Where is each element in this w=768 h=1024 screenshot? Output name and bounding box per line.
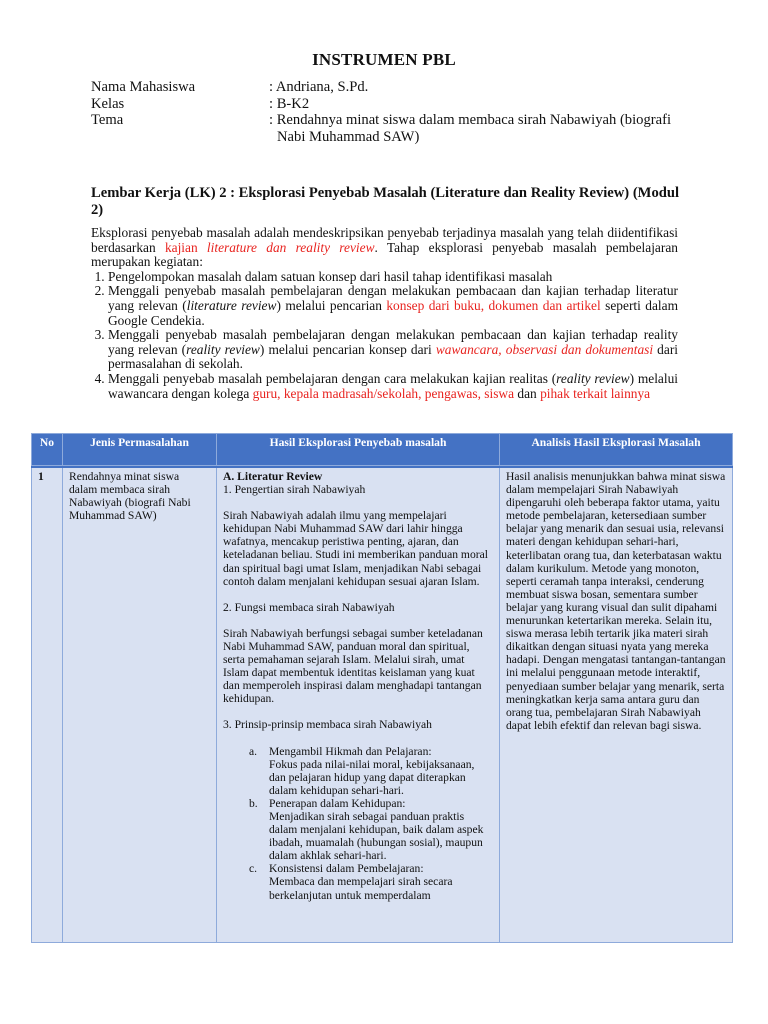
list-marker: a. bbox=[249, 744, 258, 758]
intro-section bbox=[91, 226, 678, 401]
nama-value: : Andriana, S.Pd. bbox=[269, 79, 369, 95]
exploration-table bbox=[31, 433, 733, 943]
intro-text-a: Eksplorasi penyebab masalah adalah mendeskripsikan penyebab terjadinya masalah yang telah diidentifikasi berdasarkan bbox=[91, 225, 678, 255]
step-text: Menggali penyebab masalah pembelajaran dengan melakukan pembacaan dan kajian terhadap reality yang relevan ( bbox=[108, 327, 678, 357]
header-jenis: Jenis Permasalahan bbox=[63, 434, 217, 466]
section-1-title: 1. Pengertian sirah Nabawiyah bbox=[223, 483, 366, 497]
step-highlight: wawancara, observasi dan dokumentasi bbox=[435, 341, 654, 357]
kelas-row bbox=[91, 96, 677, 113]
section-1-text: Sirah Nabawiyah adalah ilmu yang mempelajari kehidupan Nabi Muhammad SAW dari lahir hingga wafatnya, mencakup peristiwa penting, ajaran, dan keteladanan beliau. Studi ini memberikan panduan moral dan spiritual bagi umat Islam, menjadikan Nabi sebagai contoh dalam menjalani kehidupan sesuai ajaran Islam. bbox=[223, 509, 488, 588]
item-text: Fokus pada nilai-nilai moral, kebijaksanaan, dan pelajaran hidup yang dapat diterapkan dalam kehidupan sehari-hari. bbox=[269, 757, 475, 797]
principles-list bbox=[223, 745, 493, 902]
step-highlight: pihak terkait lainnya bbox=[540, 385, 651, 401]
identity-block bbox=[91, 79, 677, 145]
step-text: dan bbox=[514, 385, 541, 401]
cell-no: 1 bbox=[32, 467, 63, 943]
cell-jenis: Rendahnya minat siswa dalam membaca sirah Nabawiyah (biografi Nabi Muhammad SAW) bbox=[63, 467, 217, 943]
hasil-heading: A. Literatur Review bbox=[223, 470, 323, 483]
step-italic: reality review bbox=[556, 370, 630, 386]
nama-row bbox=[91, 79, 677, 96]
cell-hasil bbox=[217, 467, 500, 943]
header-no: No bbox=[32, 434, 63, 466]
item-text: Menjadikan sirah sebagai panduan praktis dalam menjalani kehidupan, baik dalam aspek ibadah, muamalah (hubungan sosial), maupun dalam akhlak sehari-hari. bbox=[269, 809, 484, 863]
step-item bbox=[108, 328, 678, 372]
intro-highlight-b: literature dan reality review bbox=[206, 239, 375, 255]
intro-highlight-a: kajian bbox=[164, 239, 207, 255]
step-italic: reality review bbox=[186, 341, 260, 357]
list-item bbox=[249, 744, 493, 797]
step-highlight: konsep dari buku, dokumen dan artikel bbox=[386, 297, 601, 313]
tema-row bbox=[91, 112, 677, 145]
header-hasil: Hasil Eksplorasi Penyebab masalah bbox=[217, 434, 500, 466]
step-text: Menggali penyebab masalah pembelajaran dengan cara melakukan kajian realitas ( bbox=[108, 370, 557, 386]
intro-text-b: . Tahap eksplorasi penyebab masalah pembelajaran merupakan kegiatan: bbox=[91, 239, 678, 270]
step-item bbox=[108, 284, 678, 328]
kelas-label: Kelas bbox=[91, 95, 125, 112]
steps-list bbox=[91, 270, 678, 401]
section-3-title: 3. Prinsip-prinsip membaca sirah Nabawiyah bbox=[223, 718, 432, 732]
list-marker: b. bbox=[249, 796, 258, 810]
table-header-row bbox=[32, 434, 733, 466]
item-title: Konsistensi dalam Pembelajaran: bbox=[269, 862, 424, 876]
list-item bbox=[249, 796, 493, 863]
step-highlight: guru, kepala madrasah/sekolah, pengawas, siswa bbox=[252, 385, 515, 401]
list-marker: c. bbox=[249, 862, 258, 876]
step-text: ) melalui wawancara dengan kolega bbox=[108, 370, 678, 401]
step-text: Pengelompokan masalah dalam satuan konsep dari hasil tahap identifikasi masalah bbox=[108, 268, 553, 284]
item-title: Penerapan dalam Kehidupan: bbox=[269, 796, 406, 810]
step-text: ) melalui pencarian bbox=[276, 297, 387, 313]
step-text: dari permasalahan di sekolah. bbox=[108, 341, 679, 372]
step-text: seperti dalam Google Cendekia. bbox=[108, 297, 678, 328]
step-italic: literature review bbox=[186, 297, 277, 313]
cell-analisis: Hasil analisis menunjukkan bahwa minat siswa dalam mempelajari Sirah Nabawiyah dipengaruhi oleh beberapa faktor utama, yaitu metode pembelajaran, ketersediaan sumber belajar yang menarik dan sesuai usia, relevansi materi dengan kehidupan sehari-hari, keterlibatan orang tua, dan keterbatasan waktu dalam kurikulum. Metode yang monoton, seperti ceramah tanpa interaksi, cenderung membuat siswa bosan, sementara sumber belajar yang kurang visual dan sulit dipahami menurunkan ketertarikan mereka. Selain itu, siswa merasa lebih tertarik jika materi sirah dikaitkan dengan situasi nyata yang mereka hadapi. Dengan mengatasi tantangan-tantangan ini melalui penggunaan metode interaktif, penyediaan sumber belajar yang menarik, serta meningkatkan kerja sama antara guru dan orang tua, pembelajaran Sirah Nabawiyah dapat lebih efektif dan relevan bagi siswa. bbox=[500, 467, 733, 943]
tema-value: : Rendahnya minat siswa dalam membaca sirah Nabawiyah (biografi Nabi Muhammad SAW) bbox=[269, 112, 672, 145]
document-title: INSTRUMEN PBL bbox=[312, 50, 456, 69]
list-item bbox=[249, 862, 493, 902]
item-text: Membaca dan mempelajari sirah secara berkelanjutan untuk memperdalam bbox=[269, 875, 453, 902]
hasil-content bbox=[223, 470, 493, 940]
nama-label: Nama Mahasiswa bbox=[91, 79, 196, 95]
worksheet-heading: Lembar Kerja (LK) 2 : Eksplorasi Penyebab Masalah (Literature dan Reality Review) (Modul 2) bbox=[91, 185, 680, 218]
section-2-text: Sirah Nabawiyah berfungsi sebagai sumber keteladanan Nabi Muhammad SAW, panduan moral dan spiritual, serta pemahaman sejarah Islam. Melalui sirah, umat Islam dapat membentuk identitas keislaman yang kuat dan memperoleh inspirasi dalam menghadapi tantangan kehidupan. bbox=[223, 626, 483, 706]
intro-paragraph bbox=[91, 226, 678, 270]
step-text: ) melalui pencarian konsep dari bbox=[259, 341, 436, 357]
step-item bbox=[108, 270, 678, 285]
section-2-title: 2. Fungsi membaca sirah Nabawiyah bbox=[223, 600, 395, 614]
tema-label: Tema bbox=[91, 112, 124, 128]
header-analisis: Analisis Hasil Eksplorasi Masalah bbox=[500, 434, 733, 466]
step-item bbox=[108, 372, 678, 401]
item-title: Mengambil Hikmah dan Pelajaran: bbox=[269, 744, 432, 758]
table-row bbox=[32, 467, 733, 943]
kelas-value: : B-K2 bbox=[269, 95, 310, 112]
step-text: Menggali penyebab masalah pembelajaran dengan melakukan pembacaan dan kajian terhadap literatur yang relevan ( bbox=[108, 283, 678, 313]
